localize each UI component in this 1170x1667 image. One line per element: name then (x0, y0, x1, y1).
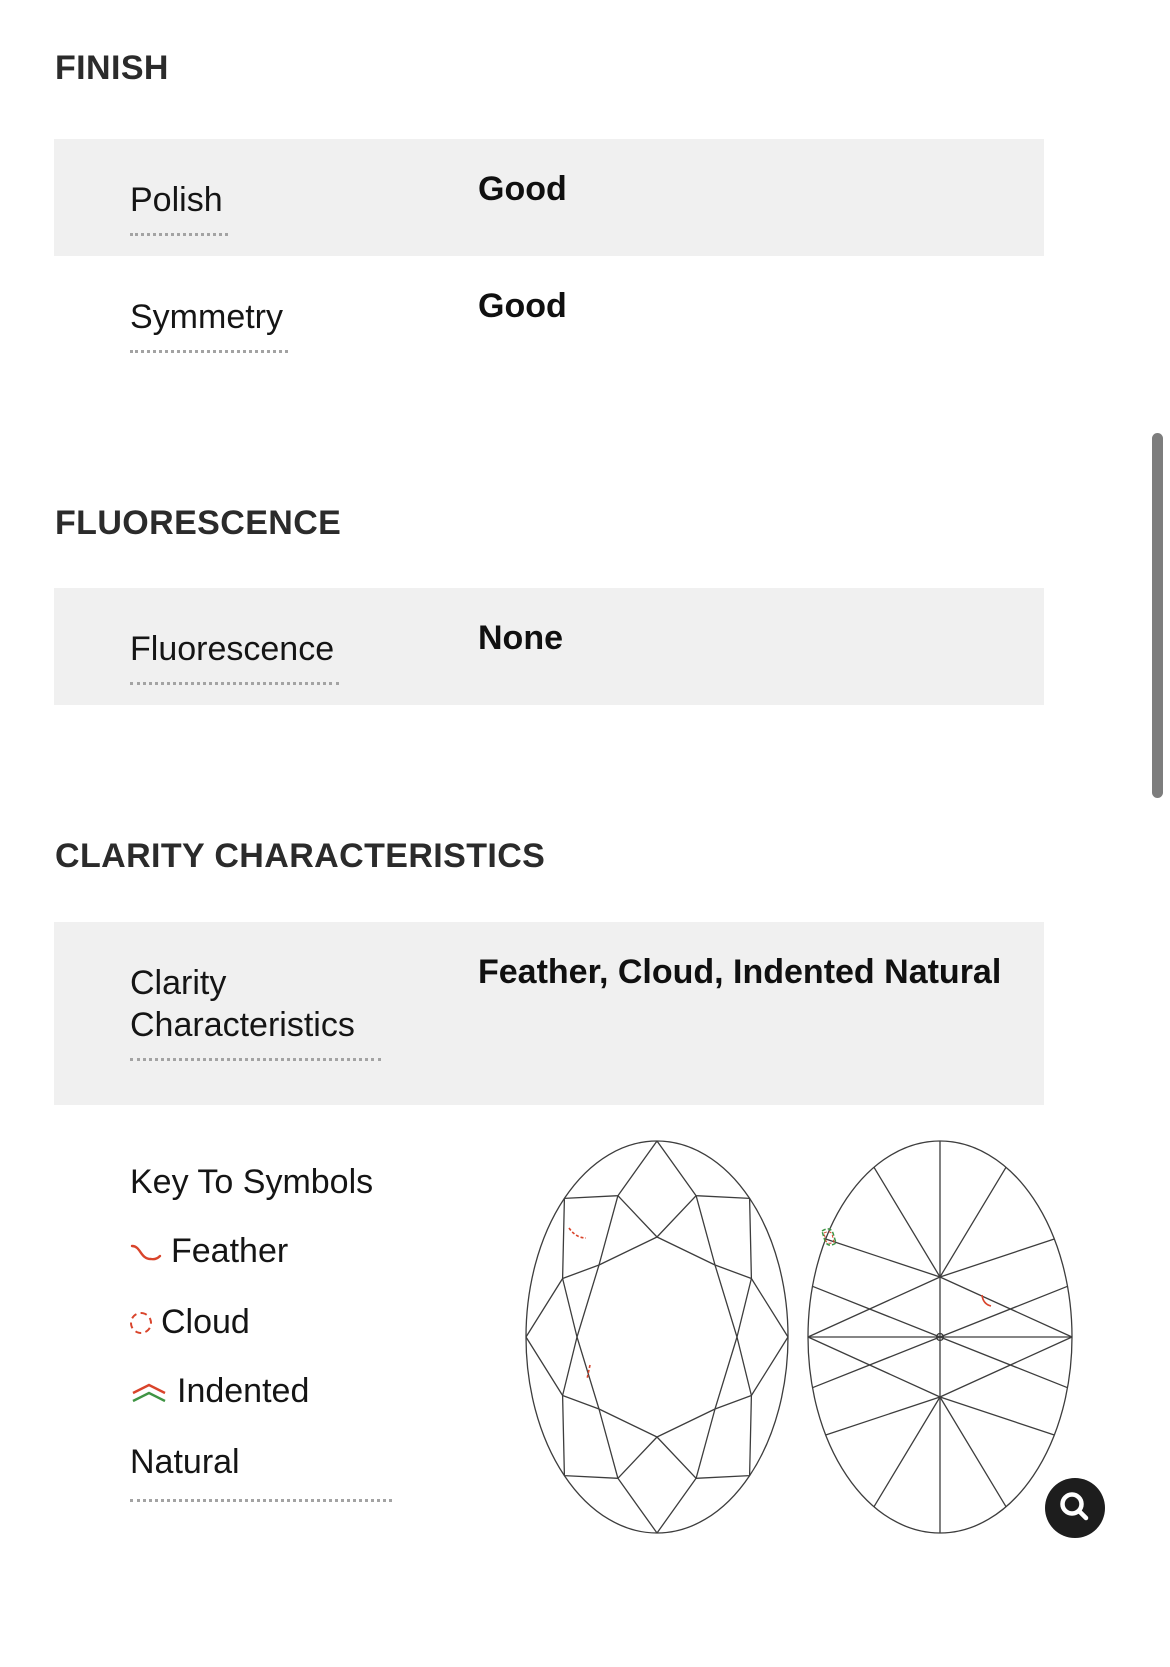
clarity-plot-diagram (505, 1132, 1105, 1544)
finish-section (0, 0, 1170, 373)
fluorescence-table (54, 588, 1044, 705)
key-to-symbols-row (54, 1105, 1044, 1565)
crown-view (526, 1141, 788, 1533)
polish-value: Good (478, 170, 567, 208)
polish-label[interactable]: Polish (130, 179, 228, 236)
legend-item-cloud (130, 1288, 392, 1357)
symmetry-label[interactable]: Symmetry (130, 296, 288, 353)
legend-label: Cloud (161, 1303, 250, 1341)
row-label-cell (54, 286, 478, 353)
row-label-cell (54, 169, 478, 236)
clarity-characteristics-value: Feather, Cloud, Indented Natural (478, 953, 1002, 991)
cloud-icon (130, 1312, 152, 1334)
key-to-symbols-title: Key To Symbols (130, 1163, 374, 1201)
row-label-cell (54, 952, 478, 1061)
scrollbar-thumb[interactable] (1152, 433, 1163, 798)
clarity-section (0, 705, 1170, 1565)
symmetry-value: Good (478, 287, 567, 325)
table-row (54, 139, 1044, 256)
key-cell (54, 1148, 478, 1502)
clarity-characteristics-label[interactable]: Clarity Characteristics (130, 962, 381, 1061)
feather-mark (569, 1228, 586, 1238)
table-row (54, 922, 1044, 1105)
fluorescence-value: None (478, 619, 563, 657)
zoom-button[interactable] (1045, 1478, 1105, 1538)
legend-label: Feather (171, 1232, 289, 1270)
feather-icon (130, 1219, 162, 1288)
finish-section-title: FINISH (55, 49, 169, 87)
legend-item-indented-natural (130, 1357, 392, 1497)
table-row (54, 588, 1044, 705)
fluorescence-section-title: FLUORESCENCE (55, 504, 342, 542)
clarity-section-title: CLARITY CHARACTERISTICS (55, 837, 546, 875)
pavilion-view (808, 1141, 1072, 1533)
zoom-icon (1045, 1478, 1105, 1538)
finish-table (54, 139, 1044, 373)
fluorescence-section (0, 373, 1170, 705)
fluorescence-label[interactable]: Fluorescence (130, 628, 339, 685)
table-row (54, 256, 1044, 373)
legend-item-feather (130, 1217, 392, 1288)
clarity-table (54, 922, 1044, 1565)
key-to-symbols (130, 1148, 392, 1502)
legend-label: Indented Natural (130, 1372, 310, 1481)
indented-natural-icon (130, 1359, 168, 1428)
row-label-cell (54, 618, 478, 685)
